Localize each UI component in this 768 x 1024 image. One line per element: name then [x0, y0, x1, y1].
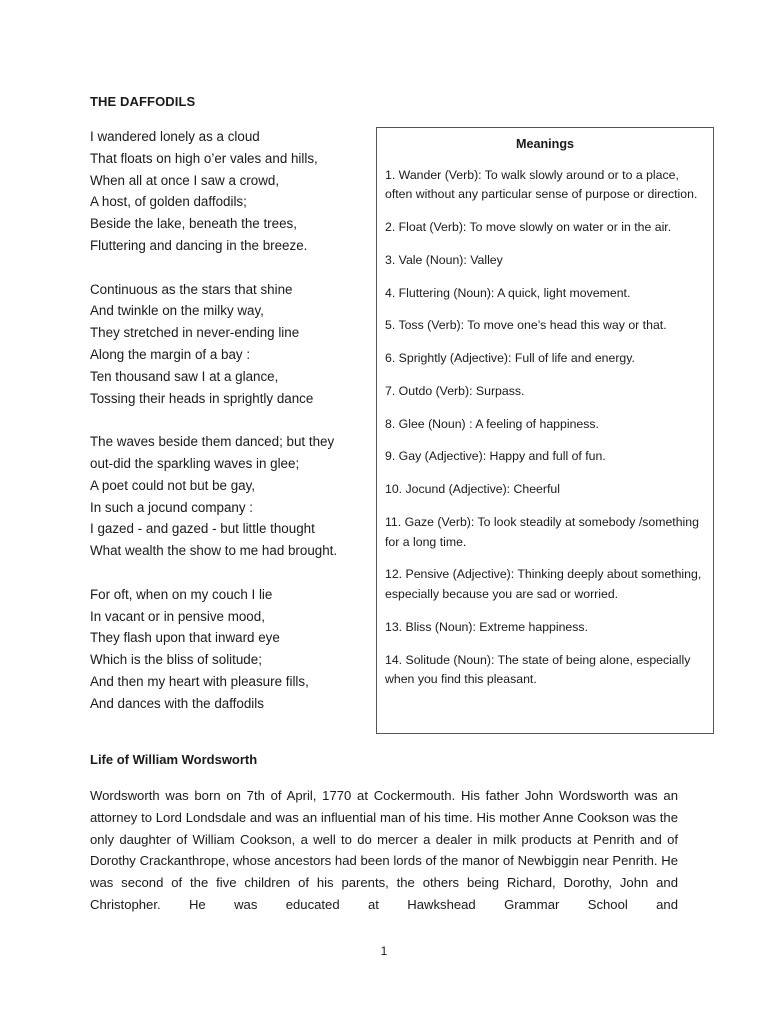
meaning-item: 1. Wander (Verb): To walk slowly around or to a place, often without any particular sense of purpose or direction.: [385, 167, 698, 202]
poem-line: In such a jocund company :: [90, 499, 254, 515]
poem-stanza: [90, 431, 370, 562]
meanings-list: [385, 166, 705, 690]
meaning-item: 14. Solitude (Noun): The state of being alone, especially when you find this pleasant.: [385, 652, 691, 687]
poem-title: THE DAFFODILS: [90, 94, 196, 109]
poem-line: Tossing their heads in sprightly dance: [90, 390, 314, 406]
poem-line: The waves beside them danced; but they: [90, 434, 335, 450]
page-number: 1: [380, 944, 388, 958]
poem-line: They flash upon that inward eye: [90, 630, 280, 646]
poem-line: I gazed - and gazed - but little thought: [90, 521, 315, 537]
poem-line: Which is the bliss of solitude;: [90, 652, 262, 668]
poem-body: [90, 126, 370, 715]
poem-stanza: [90, 126, 370, 257]
poem-line: For oft, when on my couch I lie: [90, 586, 273, 602]
poem-line: What wealth the show to me had brought.: [90, 543, 338, 559]
meaning-item: 2. Float (Verb): To move slowly on water or in the air.: [385, 219, 672, 234]
meaning-item: 10. Jocund (Adjective): Cheerful: [385, 482, 560, 497]
poem-line: Beside the lake, beneath the trees,: [90, 216, 297, 232]
meaning-item: 11. Gaze (Verb): To look steadily at somebody /something for a long time.: [385, 515, 699, 549]
poem-line: That floats on high o’er vales and hills,: [90, 150, 318, 166]
meaning-item: 6. Sprightly (Adjective): Full of life and energy.: [385, 351, 635, 366]
poem-line: Fluttering and dancing in the breeze.: [90, 237, 308, 253]
poem-line: Ten thousand saw I at a glance,: [90, 368, 279, 384]
meanings-box: [376, 127, 714, 734]
poem-line: And dances with the daffodils: [90, 695, 264, 711]
poem-line: And then my heart with pleasure fills,: [90, 673, 309, 689]
meaning-item: 3. Vale (Noun): Valley: [385, 252, 503, 267]
poem-line: A poet could not but be gay,: [90, 477, 256, 493]
poem-stanza: [90, 279, 370, 410]
poem-line: A host, of golden daffodils;: [90, 194, 247, 210]
poem-line: I wandered lonely as a cloud: [90, 129, 260, 144]
poem-line: Along the margin of a bay :: [90, 346, 251, 362]
poem-line: They stretched in never-ending line: [90, 325, 300, 341]
poem-stanza: [90, 584, 370, 715]
meaning-item: 5. Toss (Verb): To move one’s head this way or that.: [385, 318, 667, 333]
poem-line: Continuous as the stars that shine: [90, 281, 293, 297]
meaning-item: 9. Gay (Adjective): Happy and full of fun.: [385, 449, 606, 464]
poem-line: When all at once I saw a crowd,: [90, 172, 280, 188]
meanings-heading: Meanings: [515, 137, 575, 151]
poem-line: In vacant or in pensive mood,: [90, 608, 265, 624]
poem-line: out-did the sparkling waves in glee;: [90, 455, 300, 471]
meaning-item: 12. Pensive (Adjective): Thinking deeply about something, especially because you are sad or worried.: [385, 567, 702, 601]
meaning-item: 7. Outdo (Verb): Surpass.: [385, 383, 525, 398]
life-paragraph: Wordsworth was born on 7th of April, 1770 at Cockermouth. His father John Wordsworth was an attorney to Lord Londsdale and was an influential man of his time. His mother Anne Cookson was the only daughter of William Cookson, a well to do mercer a dealer in milk products at Penrith and of Dorothy Crackanthrope, whose ancestors had been lords of the manor of Newbiggin near Penrith. He was second of the five children of his parents, the others being Richard, Dorothy, John and Christopher. He was educated at Hawkshead Grammar School and: [90, 788, 678, 912]
meaning-item: 4. Fluttering (Noun): A quick, light movement.: [385, 285, 631, 300]
meaning-item: 13. Bliss (Noun): Extreme happiness.: [385, 619, 588, 634]
life-heading: Life of William Wordsworth: [90, 752, 258, 767]
poem-line: And twinkle on the milky way,: [90, 303, 264, 319]
meaning-item: 8. Glee (Noun) : A feeling of happiness.: [385, 416, 599, 431]
